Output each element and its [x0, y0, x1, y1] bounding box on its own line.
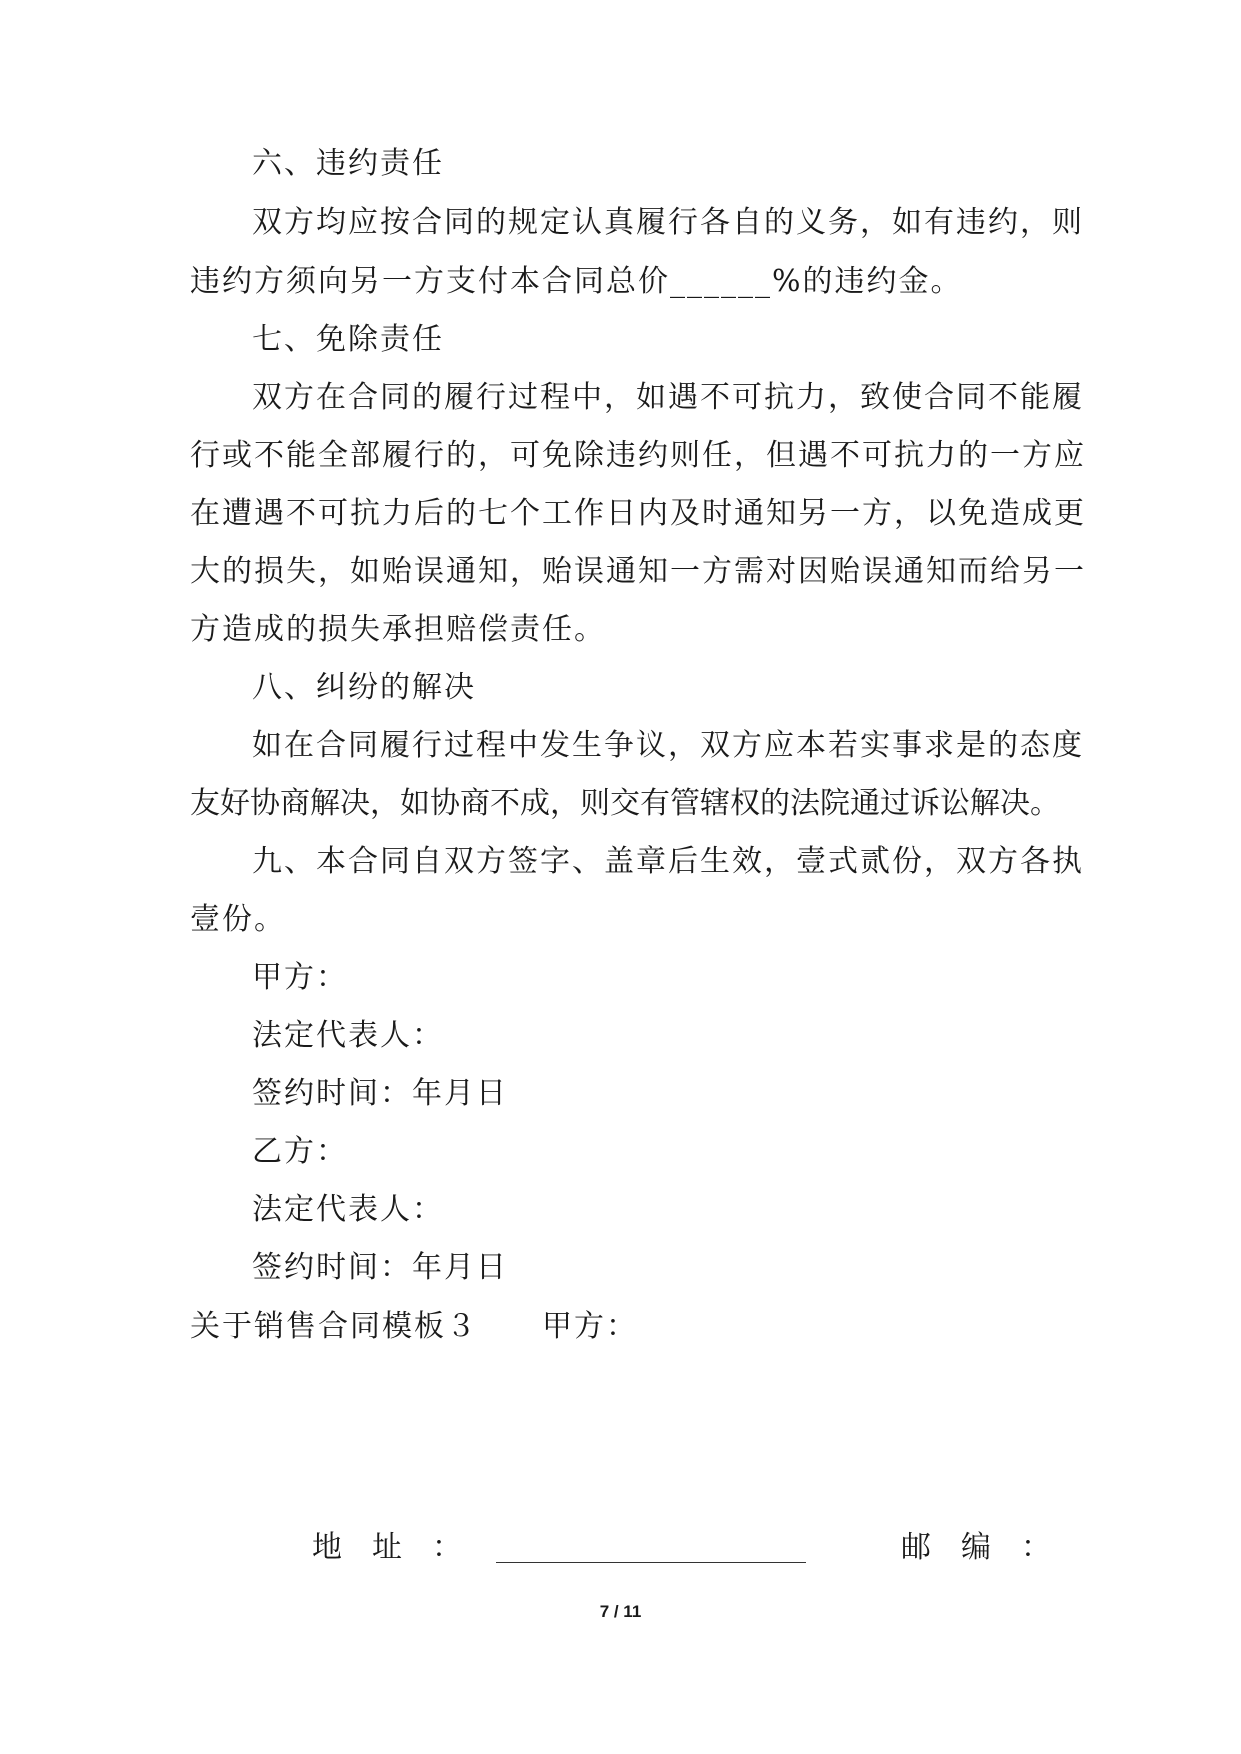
paragraph-line: 大的损失，如贻误通知，贻误通知一方需对因贻误通知而给另一: [190, 554, 1086, 589]
paragraph-line: 壹份。: [190, 902, 286, 937]
section-heading: 七、免除责任: [252, 322, 444, 357]
section-heading: 六、违约责任: [252, 146, 444, 181]
paragraph-line: 双方均应按合同的规定认真履行各自的义务，如有违约，则: [252, 205, 1084, 240]
paragraph-line: 方造成的损失承担赔偿责任。: [190, 612, 606, 647]
paragraph-line: 在遭遇不可抗力后的七个工作日内及时通知另一方，以免造成更: [190, 496, 1086, 531]
signing-date-label: 签约时间：年月日: [252, 1076, 508, 1111]
paragraph-line: 九、本合同自双方签字、盖章后生效，壹式贰份，双方各执: [252, 844, 1084, 879]
postcode-label: 邮 编 ：: [901, 1530, 1051, 1565]
address-blank: [496, 1530, 806, 1572]
address-label: 地 址 ：: [312, 1530, 462, 1565]
legal-representative-label: 法定代表人：: [252, 1018, 444, 1053]
paragraph-line: 如在合同履行过程中发生争议，双方应本若实事求是的态度: [252, 728, 1084, 763]
address-row: [0, 1530, 1241, 1570]
paragraph-line: 友好协商解决，如协商不成，则交有管辖权的法院通过诉讼解决。: [190, 786, 1060, 821]
section-heading: 八、纠纷的解决: [252, 670, 476, 705]
party-a-label: 甲方：: [252, 960, 348, 995]
paragraph-line: 行或不能全部履行的，可免除违约则任，但遇不可抗力的一方应: [190, 438, 1086, 473]
paragraph-line: 双方在合同的履行过程中，如遇不可抗力，致使合同不能履: [252, 380, 1084, 415]
contract-template-title: 关于销售合同模板３ 甲方：: [190, 1309, 638, 1344]
party-b-label: 乙方：: [252, 1134, 348, 1169]
page-number: 7 / 11: [599, 1602, 642, 1621]
paragraph-line: 违约方须向另一方支付本合同总价______%的违约金。: [190, 264, 963, 299]
signing-date-label: 签约时间：年月日: [252, 1250, 508, 1285]
legal-representative-label: 法定代表人：: [252, 1192, 444, 1227]
